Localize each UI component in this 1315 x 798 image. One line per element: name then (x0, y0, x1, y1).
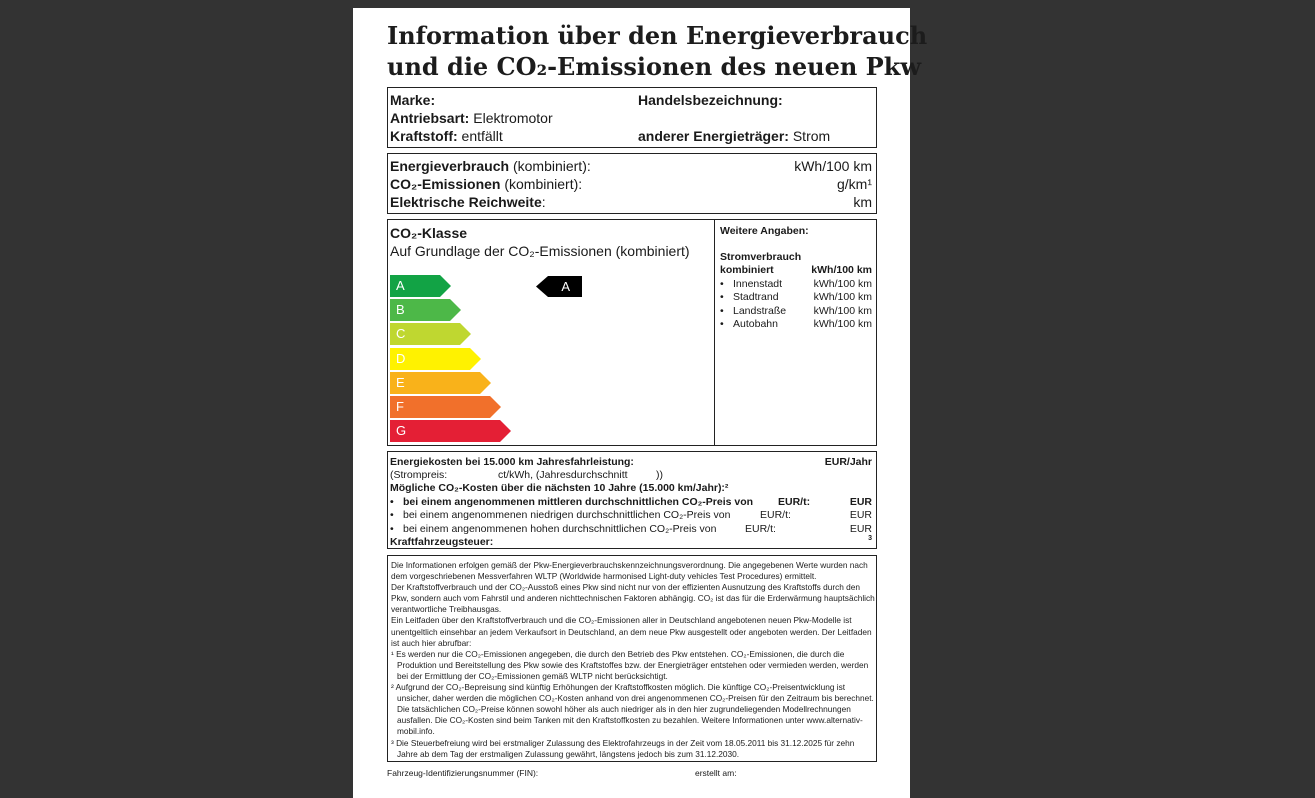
info-paragraph-2: Der Kraftstoffverbrauch und der CO₂-Ausstoß eines Pkw sind nicht nur von der effizienten Ausnutzung des Kraftstoffs durch den Pkw, sondern auch vom Fahrstil und anderen nichttechnischen Faktoren abhängig. CO₂ ist das für die Erderwärmung hauptsächlich verantwortliche Treibhausgas. (391, 582, 875, 615)
cost-eur: EUR (849, 496, 872, 508)
co2-class-heading: CO₂-Klasse (390, 225, 468, 241)
vehicle-info-box (387, 87, 877, 148)
energy-consumption-unit: kWh/100 km (794, 158, 872, 174)
costs-box (387, 451, 877, 549)
further-info-label: Innenstadt (733, 278, 783, 290)
further-info-unit: kWh/100 km (813, 318, 872, 331)
co2-class-bar-label: G (396, 423, 407, 439)
co2-class-bar-f (390, 396, 502, 418)
electric-range-unit: km (853, 194, 872, 210)
co2-class-bar-b (390, 299, 462, 321)
co2-emissions-label: CO₂-Emissionen (kombiniert): (390, 176, 583, 192)
power-consumption-label: Stromverbrauch (720, 251, 802, 263)
further-info-label: Landstraße (733, 304, 787, 317)
vehicle-tax-label: Kraftfahrzeugsteuer: (390, 536, 494, 548)
footnote-2: ² Aufgrund der CO₂-Bepreisung sind künftig Erhöhungen der Kraftstoffkosten möglich. Die künftige CO₂-Preisentwicklung ist unsicher, daher werden die möglichen CO₂-Kosten anhand von drei angenommenen CO₂-Preisen für den Zeitraum bis berechnet. Die tatsächlichen CO₂-Preise können sowohl höher als auch niedriger als in den hier zugrundeliegenden Modellrechnungen ausfallen. Die CO₂-Kosten sind beim Tanken mit den Kraftstoffkosten zu bezahlen. Weitere Informationen unter www.alternativ-mobil.info. (391, 682, 874, 737)
electricity-price-close: )) (656, 469, 663, 481)
cost-bullet: • (390, 509, 394, 522)
co2-class-bar-c (390, 323, 472, 345)
cost-price-unit: EUR/t: (760, 509, 791, 522)
further-info-bullet: • (720, 291, 724, 304)
further-info-bullet: • (720, 304, 724, 317)
further-info-unit: kWh/100 km (813, 304, 872, 317)
further-info-unit: kWh/100 km (813, 278, 872, 290)
page-title (387, 20, 928, 82)
eur-per-year: EUR/Jahr (824, 456, 872, 468)
energy-consumption-label: Energieverbrauch (kombiniert): (390, 158, 591, 174)
further-info-label: Stadtrand (733, 291, 779, 304)
further-info-label: Autobahn (733, 318, 778, 331)
co2-emissions-unit: g/km¹ (837, 176, 872, 192)
further-info-heading: Weitere Angaben: (720, 225, 809, 237)
cost-description: bei einem angenommenen niedrigen durchschnittlichen CO₂-Preis von (403, 509, 731, 522)
cost-eur: EUR (849, 522, 872, 535)
fuel-type: Kraftstoff: entfällt (390, 128, 503, 144)
info-paragraph-3: Ein Leitfaden über den Kraftstoffverbrauch und die CO₂-Emissionen aller in Deutschland angebotenen neuen Pkw-Modelle ist unentgeltlich einsehbar an jedem Verkaufsort in Deutschland, an dem neue Pkw ausgestellt oder angeboten werden. Der Leitfaden ist auch hier abrufbar: (391, 615, 872, 648)
co2-class-bar-label: F (396, 399, 404, 414)
cost-description: bei einem angenommenen hohen durchschnittlichen CO₂-Preis von (403, 522, 717, 535)
created-label: erstellt am: (695, 768, 737, 778)
energy-label-page (353, 8, 928, 798)
electric-range-label: Elektrische Reichweite: (390, 194, 546, 210)
cost-eur: EUR (849, 509, 872, 522)
column-divider (714, 220, 715, 445)
info-text (391, 560, 875, 760)
co2-class-marker (536, 276, 582, 297)
electricity-price-unit: ct/kWh, (Jahresdurchschnitt (498, 469, 628, 481)
footnote-3: ³ Die Steuerbefreiung wird bei erstmaliger Zulassung des Elektrofahrzeugs in der Zeit vom 18.05.2011 bis 31.12.2025 für zehn Jahre ab dem Tag der erstmaligen Zulassung gewährt, längstens jedoch bis zum 31.12.2030. (391, 737, 855, 759)
other-energy-carrier: anderer Energieträger: Strom (638, 128, 831, 144)
brand-label: Marke: (390, 92, 436, 108)
cost-bullet: • (390, 522, 394, 535)
co2-class-bar-a (390, 275, 452, 297)
co2-class-subheading: Auf Grundlage der CO₂-Emissionen (kombiniert) (390, 243, 690, 259)
co2-class-bar-d (390, 348, 482, 370)
further-info-bullet: • (720, 318, 724, 331)
trade-name-label: Handelsbezeichnung: (638, 92, 783, 108)
co2-class-box (387, 219, 877, 446)
vehicle-tax-footnote: 3 (868, 535, 872, 542)
co2-class-bar-label: B (396, 302, 405, 318)
cost-price-unit: EUR/t: (778, 496, 811, 508)
co2-class-marker-value: A (561, 279, 570, 294)
co2-class-bar-label: A (396, 278, 405, 293)
footnote-1: ¹ Es werden nur die CO₂-Emissionen angegeben, die durch den Betrieb des Pkw entstehen. CO₂-Emissionen, die durch die Produktion und Bereitstellung des Pkw sowie des Kraftstoffes bzw. der Energieträger entstehen oder vermieden werden, werden bei der Ermittlung der CO₂-Emissionen gemäß WLTP nicht berücksichtigt. (391, 648, 869, 681)
title-line-2: und die CO₂-Emissionen des neuen Pkw (387, 52, 922, 81)
cost-bullet: • (390, 496, 394, 508)
title-line-1: Information über den Energieverbrauch (387, 21, 928, 50)
co2-class-bar-label: C (396, 326, 406, 342)
combined-label: kombiniert (720, 264, 774, 276)
info-paragraph-1: Die Informationen erfolgen gemäß der Pkw-Energieverbrauchskennzeichnungsverordnung. Die angegebenen Werte wurden nach dem vorgeschriebenen Messverfahren WLTP (Worldwide harmonised Light-duty vehicles Test Procedures) ermittelt. (391, 560, 868, 582)
energy-costs-label: Energiekosten bei 15.000 km Jahresfahrleistung: (390, 456, 634, 468)
consumption-box (387, 153, 877, 214)
electricity-price-label: (Strompreis: (390, 469, 448, 481)
drive-type: Antriebsart: Elektromotor (390, 110, 553, 126)
co2-costs-label: Mögliche CO₂-Kosten über die nächsten 10 Jahre (15.000 km/Jahr):² (390, 482, 729, 494)
co2-class-bar-label: D (396, 350, 406, 366)
co2-class-bar-label: E (396, 374, 405, 390)
co2-class-bar-g (390, 420, 512, 442)
co2-class-bar-e (390, 372, 492, 394)
further-info-unit: kWh/100 km (813, 291, 872, 304)
cost-description: bei einem angenommenen mittleren durchschnittlichen CO₂-Preis von (403, 496, 754, 508)
further-info-bullet: • (720, 278, 724, 290)
combined-unit: kWh/100 km (811, 264, 872, 276)
fin-label: Fahrzeug-Identifizierungsnummer (FIN): (387, 768, 539, 778)
cost-price-unit: EUR/t: (745, 522, 776, 535)
info-text-box (387, 555, 877, 762)
